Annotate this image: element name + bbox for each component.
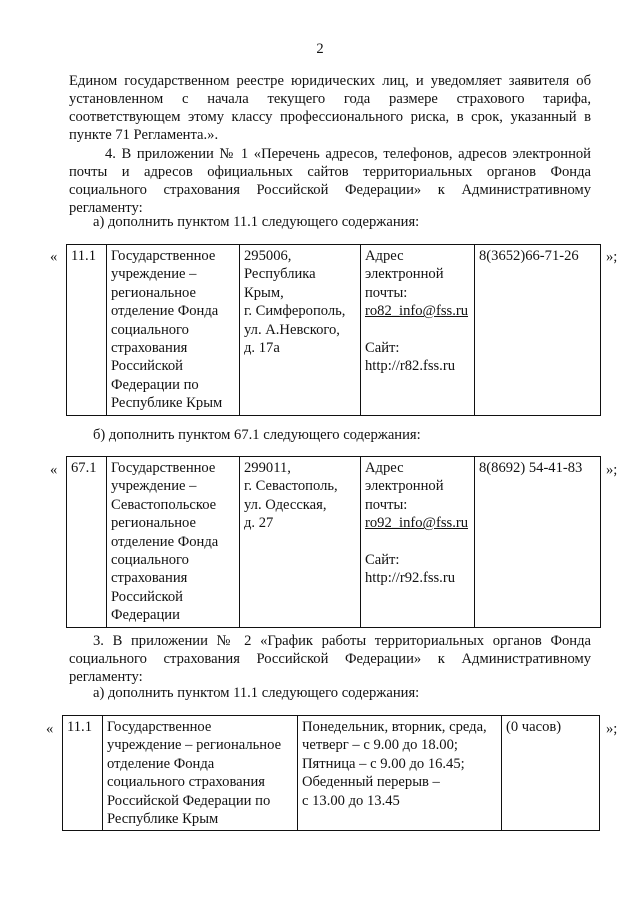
- email-link[interactable]: ro92_info@fss.ru: [365, 515, 469, 532]
- org-line: страхования: [111, 570, 188, 587]
- site-label: Сайт:: [365, 551, 400, 568]
- address-line: Республика: [244, 266, 316, 283]
- intro-paragraph: Едином государственном реестре юридических лиц, и уведомляет заявителя об установленном с начала текущего года размере страхового тарифа, соответствующем этому классу профессионального риска, в срок, указанный в пункте 71 Регламента.».: [69, 73, 591, 143]
- org-line: отделение Фонда: [111, 533, 219, 550]
- org-line: отделение Фонда: [107, 755, 215, 772]
- email-label: электронной: [365, 266, 444, 283]
- site-label: Сайт:: [365, 339, 400, 356]
- open-quote: «: [50, 462, 58, 478]
- item-4-sub-b: б) дополнить пунктом 67.1 следующего содержания:: [93, 427, 421, 443]
- email-link[interactable]: ro82_info@fss.ru: [365, 303, 469, 320]
- row-number-cell: [67, 245, 107, 416]
- schedule-line: с 13.00 до 13.45: [302, 792, 400, 809]
- address-line: д. 17а: [244, 340, 280, 357]
- open-quote: «: [50, 249, 58, 265]
- org-line: учреждение –: [111, 478, 197, 495]
- org-line: Государственное: [111, 460, 216, 476]
- org-line: Федерации: [111, 607, 180, 624]
- address-line: д. 27: [244, 515, 274, 532]
- address-line: 299011,: [244, 460, 291, 476]
- phone-number: 8(8692) 54-41-83: [479, 460, 583, 476]
- schedule-line: четверг – с 9.00 до 18.00;: [302, 737, 458, 754]
- schedule-cell: [298, 716, 502, 831]
- address-line: г. Севастополь,: [244, 478, 338, 495]
- org-line: Севастопольское: [111, 496, 217, 513]
- organization-cell: [103, 716, 298, 831]
- org-line: региональное: [111, 515, 196, 532]
- org-line: Российской: [111, 588, 183, 605]
- hours-cell: [502, 716, 600, 831]
- org-line: социального страхования: [107, 774, 265, 791]
- org-line: региональное: [111, 284, 196, 301]
- row-number: 11.1: [67, 719, 92, 735]
- row-number-cell: [63, 716, 103, 831]
- phone-cell: [475, 245, 601, 416]
- close-quote: »;: [606, 462, 618, 478]
- address-line: г. Симферополь,: [244, 303, 346, 320]
- table-row: [67, 245, 601, 416]
- organization-cell: [107, 457, 240, 628]
- site-link[interactable]: http://r92.fss.ru: [365, 570, 455, 587]
- item-4-paragraph: 4. В приложении № 1 «Перечень адресов, телефонов, адресов электронной почты и адресов официальных сайтов территориальных органов Фонда социального страхования Российской Федерации» к Административному регламенту:: [69, 146, 591, 216]
- org-line: Республике Крым: [111, 395, 223, 412]
- org-line: Государственное: [111, 248, 216, 264]
- schedule-line: Обеденный перерыв –: [302, 774, 440, 791]
- item-3-paragraph: 3. В приложении № 2 «График работы территориальных органов Фонда социального страхования Российской Федерации» к Административному регламенту:: [69, 633, 591, 685]
- close-quote: »;: [606, 721, 618, 737]
- address-cell: [240, 245, 361, 416]
- row-number-cell: [67, 457, 107, 628]
- email-label: почты:: [365, 496, 408, 513]
- address-line: ул. А.Невского,: [244, 321, 340, 338]
- page-number: 2: [316, 41, 324, 57]
- org-line: Российской Федерации по: [107, 792, 271, 809]
- org-line: Республике Крым: [107, 811, 219, 828]
- email-label: электронной: [365, 478, 444, 495]
- table-row: [63, 716, 600, 831]
- org-line: социального: [111, 552, 189, 569]
- schedule-line: Пятница – с 9.00 до 16.45;: [302, 755, 465, 772]
- schedule-line: Понедельник, вторник, среда,: [302, 719, 487, 735]
- contacts-cell: [361, 457, 475, 628]
- email-label: Адрес: [365, 248, 404, 264]
- open-quote: «: [46, 721, 54, 737]
- org-line: учреждение – региональное: [107, 737, 282, 754]
- email-label: почты:: [365, 284, 408, 301]
- site-link[interactable]: http://r82.fss.ru: [365, 358, 455, 375]
- organization-cell: [107, 245, 240, 416]
- org-line: учреждение –: [111, 266, 197, 283]
- schedule-table-11-1: [62, 715, 600, 831]
- close-quote: »;: [606, 249, 618, 265]
- address-line: Крым,: [244, 284, 284, 301]
- table-row: [67, 457, 601, 628]
- phone-cell: [475, 457, 601, 628]
- fund-table-11-1: [66, 244, 601, 416]
- item-3-sub-a: а) дополнить пунктом 11.1 следующего содержания:: [93, 685, 420, 701]
- org-line: Российской: [111, 358, 183, 375]
- fund-table-67-1: [66, 456, 601, 628]
- address-line: 295006,: [244, 248, 292, 264]
- org-line: Федерации по: [111, 376, 199, 393]
- item-4-sub-a: а) дополнить пунктом 11.1 следующего содержания:: [93, 214, 420, 230]
- contacts-cell: [361, 245, 475, 416]
- address-cell: [240, 457, 361, 628]
- email-label: Адрес: [365, 460, 404, 476]
- org-line: отделение Фонда: [111, 303, 219, 320]
- row-number: 11.1: [71, 248, 96, 264]
- address-line: ул. Одесская,: [244, 496, 327, 513]
- row-number: 67.1: [71, 460, 97, 476]
- org-line: социального: [111, 321, 189, 338]
- phone-number: 8(3652)66-71-26: [479, 248, 579, 264]
- org-line: страхования: [111, 340, 188, 357]
- org-line: Государственное: [107, 719, 212, 735]
- hours-value: (0 часов): [506, 719, 562, 735]
